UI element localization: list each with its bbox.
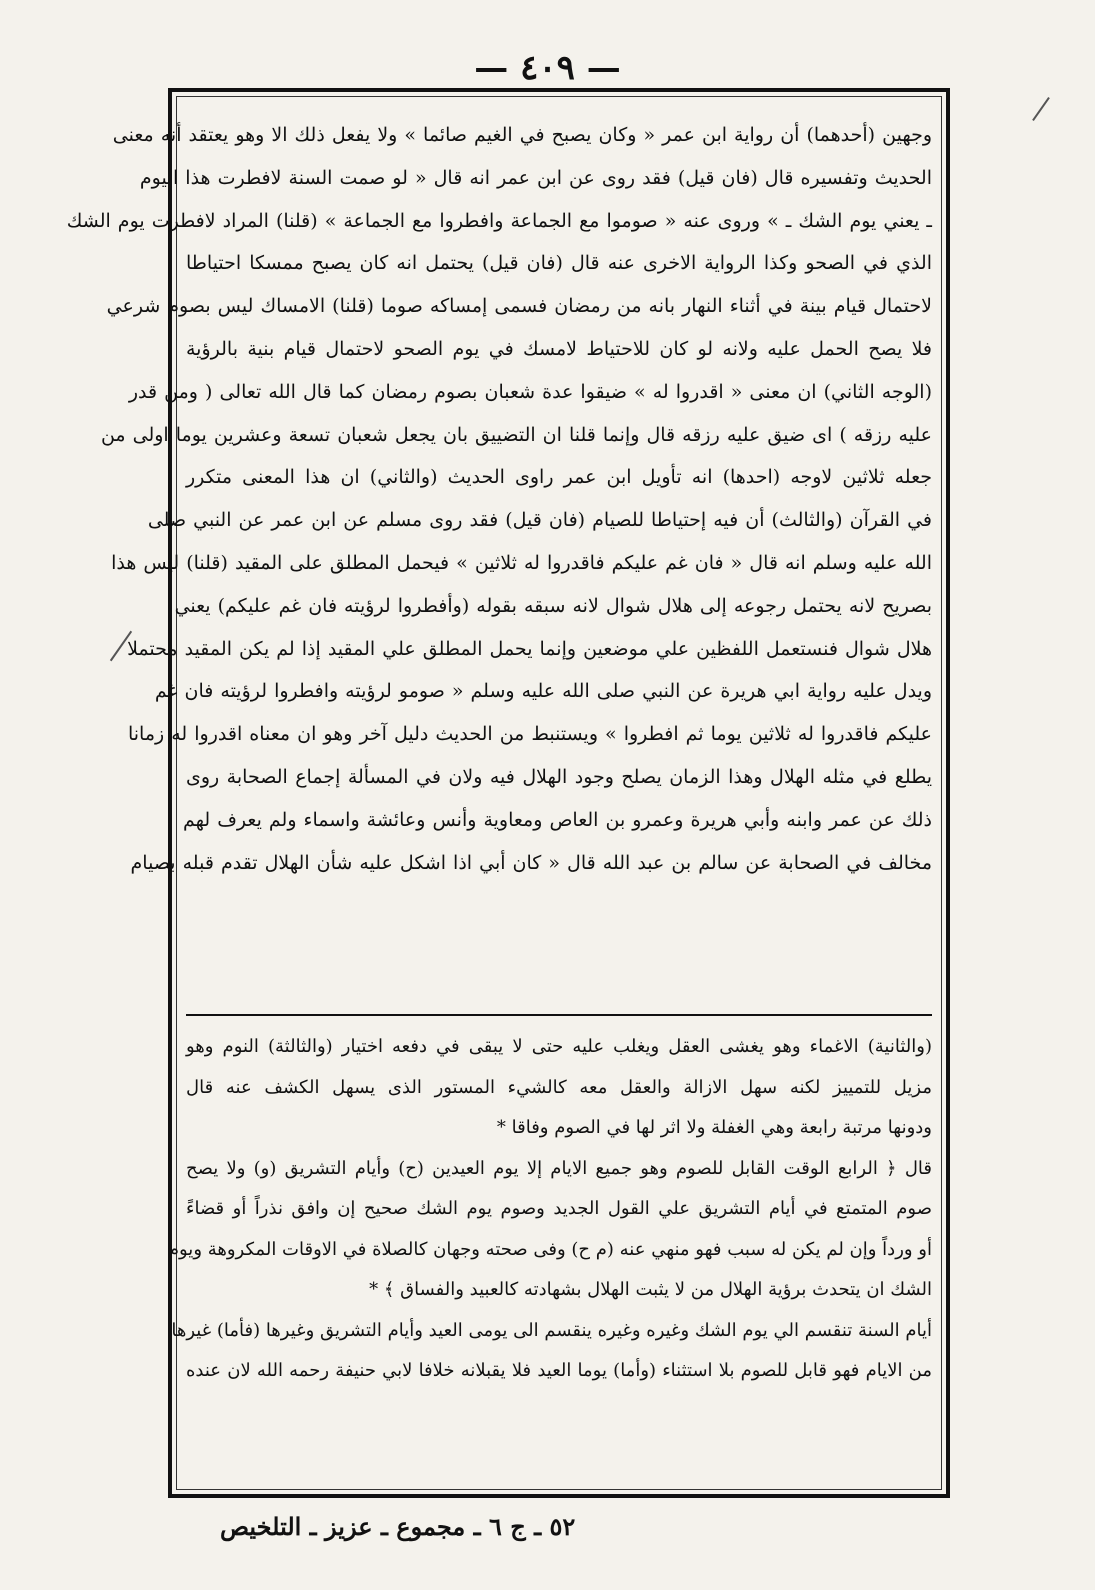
main-line: الحديث وتفسيره قال (فان قيل) فقد روى عن ابن عمر انه قال « لو صمت السنة لافطرت هذا اليوم [139, 166, 932, 189]
main-line: هلال شوال فنستعمل اللفظين علي موضعين وإنما يحمل المطلق علي المقيد إذا لم يكن المقيد محتملا [127, 637, 932, 660]
main-line: جعله ثلاثين لاوجه (احدها) انه تأويل ابن عمر راوى الحديث (والثاني) ان هذا المعنى متكرر [186, 466, 932, 489]
main-line: الذي في الصحو وكذا الرواية الاخرى عنه قال (فان قيل) يحتمل انه كان يصبح ممسكا احتياطا [186, 252, 932, 275]
notes-line: أو ورداً وإن لم يكن له سبب فهو منهي عنه (م ح) وفى صحته وجهان كالصلاة في الاوقات المكروهة ويوم [167, 1238, 932, 1260]
notes-text [167, 1027, 932, 1392]
main-line: الله عليه وسلم انه قال « فان غم عليكم فاقدروا له ثلاثين » فيحمل المطلق على المقيد (قلنا) ليس هذا [111, 551, 932, 574]
main-line: عليه رزقه ) اى ضيق عليه رزقه قال وإنما قلنا ان التضييق بان يجعل شعبان تسعة وعشرين يوما اولى من [100, 423, 932, 446]
text-frame [66, 88, 950, 1498]
footer-signature: ٥٢ ـ ج ٦ ـ مجموع ـ عزيز ـ التلخيص [220, 1512, 576, 1541]
main-line: ـ يعني يوم الشك ـ » وروى عنه « صوموا مع الجماعة وافطروا مع الجماعة » (قلنا) المراد لافطرت يوم الشك [66, 209, 932, 232]
main-line: بصريح لانه يحتمل رجوعه إلى هلال شوال لانه سبقه بقوله (وأفطروا لرؤيته فان غم عليكم) يعني [174, 594, 932, 617]
notes-line: مزيل للتمييز لكنه سهل الازالة والعقل معه كالشيء المستور الذى يسهل الكشف عنه قال [186, 1076, 932, 1098]
main-text [66, 114, 932, 884]
notes-line: (والثانية) الاغماء وهو يغشى العقل ويغلب عليه حتى لا يبقى في دفعه اختيار (والثالثة) النوم وهو [186, 1036, 932, 1057]
section-divider [186, 1014, 932, 1016]
notes-line: الشك ان يتحدث برؤية الهلال من لا يثبت الهلال بشهادته كالعبيد والفساق ﴾ * [369, 1279, 932, 1300]
notes-line: من الايام فهو قابل للصوم بلا استثناء (وأما) يوما العيد فلا يقبلانه خلافا لابي حنيفة رحمه الله لان عنده [186, 1360, 932, 1381]
main-line: فلا يصح الحمل عليه ولانه لو كان للاحتياط لامسك في يوم الصحو لاحتمال قيام بنية بالرؤية [186, 337, 932, 360]
page-number: — ٤٠٩ — [474, 48, 621, 88]
notes-line: أيام السنة تنقسم الي يوم الشك وغيره وغيره ينقسم الى يومى العيد وأيام التشريق وغيرها (فأما) غيرها [171, 1319, 932, 1341]
main-line: عليكم فاقدروا له ثلاثين يوما ثم افطروا » ويستنبط من الحديث دليل آخر وهو ان معناه اقدروا له زمانا [127, 723, 932, 746]
main-line: ويدل عليه رواية ابي هريرة عن النبي صلى الله عليه وسلم « صومو لرؤيته وافطروا لرؤيته فان غم [154, 680, 932, 703]
main-line: يطلع في مثله الهلال وهذا الزمان يصلح وجود الهلال فيه ولان في المسألة إجماع الصحابة روى [186, 765, 932, 788]
main-line: وجهين (أحدهما) أن رواية ابن عمر « وكان يصبح في الغيم صائما » ولا يفعل ذلك الا وهو يعتقد أنه معنى [112, 124, 932, 146]
main-line: (الوجه الثاني) ان معنى « اقدروا له » ضيقوا عدة شعبان بصوم رمضان كما قال الله تعالى ( ومن قدر [128, 380, 932, 403]
notes-line: ودونها مرتبة رابعة وهي الغفلة ولا اثر لها في الصوم وفاقا * [496, 1117, 932, 1138]
main-line: لاحتمال قيام بينة في أثناء النهار بانه من رمضان فسمى إمساكه صوما (قلنا) الامساك ليس بصوم شرعي [106, 295, 932, 318]
stray-mark [1032, 97, 1050, 121]
main-line: مخالف في الصحابة عن سالم بن عبد الله قال « كان أبي اذا اشكل عليه شأن الهلال تقدم قبله بصيام [130, 851, 932, 874]
main-line: في القرآن (والثالث) أن فيه إحتياطا للصيام (فان قيل) فقد روى مسلم عن ابن عمر عن النبي صلى [147, 509, 932, 532]
main-line: ذلك عن عمر وابنه وأبي هريرة وعمرو بن العاص ومعاوية وأنس وعائشة واسماء ولم يعرف لهم [183, 808, 932, 831]
notes-line: قال ﴿ الرابع الوقت القابل للصوم وهو جميع الايام إلا يوم العيدين (ح) وأيام التشريق (و) ولا يصح [186, 1157, 932, 1179]
notes-line: صوم المتمتع في أيام التشريق علي القول الجديد وصوم يوم الشك صحيح إن وافق نذراً أو قضاءً [186, 1198, 932, 1219]
